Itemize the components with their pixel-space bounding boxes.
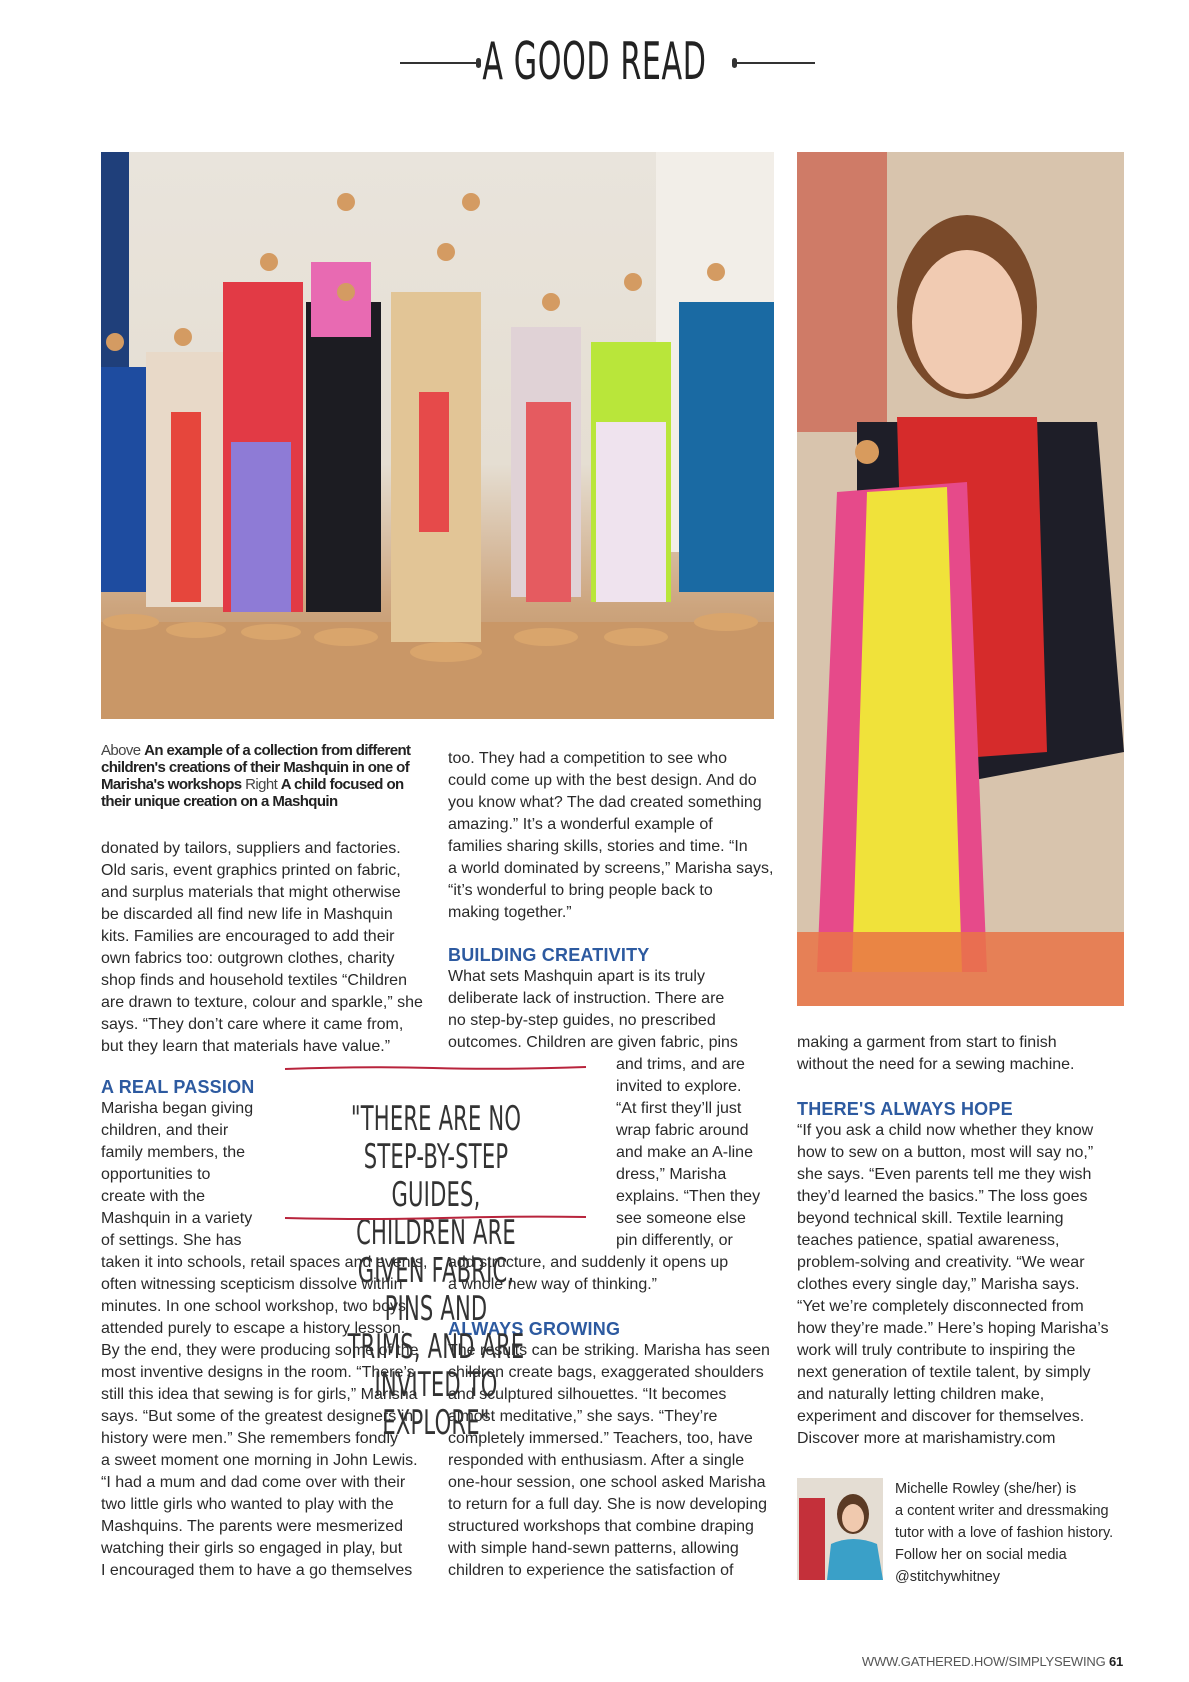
body-line: pin differently, or [616,1232,733,1249]
header-rule-right [735,62,815,64]
body-line: “I had a mum and dad come over with their [101,1474,406,1491]
body-line: almost meditative,” she says. “They’re [448,1408,718,1425]
caption-above-label: Above [101,742,141,759]
body-line: completely immersed.” Teachers, too, have [448,1430,753,1447]
heading-a-real-passion: A REAL PASSION [101,1077,255,1097]
body-line: Mashquin in a variety [101,1210,253,1227]
photo-caption [101,742,426,810]
heading-theres-always-hope: THERE'S ALWAYS HOPE [797,1099,1013,1119]
body-line: dress,” Marisha [616,1166,727,1183]
column-2-narrow [616,1054,786,1252]
column-1-intro [101,838,431,1058]
body-line: says. “They don’t care where it came from, [101,1016,404,1033]
body-line: to return for a full day. She is now developing [448,1496,767,1513]
body-line: Discover more at marishamistry.com [797,1430,1056,1447]
body-line: The results can be striking. Marisha has seen [448,1342,770,1359]
body-line: “it’s wonderful to bring people back to [448,882,713,899]
body-line: how to sew on a button, most will say no,” [797,1144,1094,1161]
body-line: create with the [101,1188,206,1205]
body-line: taken it into schools, retail spaces and events, [101,1254,428,1271]
body-line: and naturally letting children make, [797,1386,1045,1403]
caption-right-label: Right [245,776,278,793]
body-line: how they’re made.” Here’s hoping Marisha’s [797,1320,1109,1337]
body-line: deliberate lack of instruction. There are [448,990,725,1007]
body-line: wrap fabric around [616,1122,749,1139]
body-line: What sets Mashquin apart is its truly [448,968,705,985]
bio-line: Follow her on social media [895,1547,1067,1563]
body-line: “Yet we’re completely disconnected from [797,1298,1084,1315]
mashquin-collection-photo [101,152,774,719]
column-2-intro [448,748,783,924]
body-line: amazing.” It’s a wonderful example of [448,816,713,833]
body-line: shop finds and household textiles “Children [101,972,407,989]
child-with-mashquin-illustration [797,152,1124,1006]
body-line: clothes every single day,” Marisha says. [797,1276,1080,1293]
body-line: opportunities to [101,1166,211,1183]
column-1-narrow [101,1098,271,1252]
body-line: making a garment from start to finish [797,1034,1057,1051]
body-line: of settings. She has [101,1232,242,1249]
column-3-intro [797,1032,1132,1076]
body-line: you know what? The dad created something [448,794,762,811]
body-line: but they learn that materials have value.” [101,1038,391,1055]
bio-line: tutor with a love of fashion history. [895,1525,1114,1541]
body-line: often witnessing scepticism dissolve within [101,1276,403,1293]
pull-quote [343,1100,529,1442]
body-line: problem-solving and creativity. “We wear [797,1254,1085,1271]
mashquin-collection-illustration [101,152,774,719]
body-line: beyond technical skill. Textile learning [797,1210,1064,1227]
body-line: with simple hand-sewn patterns, allowing [448,1540,739,1557]
body-line: add structure, and suddenly it opens up [448,1254,729,1271]
body-line: Marisha began giving [101,1100,254,1117]
body-line: a sweet moment one morning in John Lewis. [101,1452,418,1469]
body-line: attended purely to escape a history lesson. [101,1320,406,1337]
bio-line: a content writer and dressmaking [895,1503,1109,1519]
column-3-body [797,1120,1137,1450]
author-bio [895,1478,1135,1588]
body-line: By the end, they were producing some of the [101,1342,419,1359]
body-line: Mashquins. The parents were mesmerized [101,1518,404,1535]
body-line: be discarded all find new life in Mashquin [101,906,393,923]
body-line: family members, the [101,1144,246,1161]
body-line: kits. Families are encouraged to add their [101,928,395,945]
body-line: “At first they’ll just [616,1100,742,1117]
body-line: work will truly contribute to inspiring the [797,1342,1076,1359]
caption-above-text: An example of a collection from different children's creations of their Mashquin in one of Marisha's workshops [101,742,411,793]
body-line: I encouraged them to have a go themselves [101,1562,413,1579]
pull-quote-line: TRIMS, AND ARE INVITED TO EXPLORE" [347,1327,525,1443]
pull-quote-rule-top [283,1064,588,1072]
section-header [0,26,1189,98]
body-line: they’d learned the basics.” The loss goes [797,1188,1088,1205]
heading-always-growing: ALWAYS GROWING [448,1319,621,1339]
page-number: 61 [1108,1654,1123,1669]
body-line: children create bags, exaggerated shoulders [448,1364,764,1381]
heading-building-creativity: BUILDING CREATIVITY [448,945,650,965]
body-line: two little girls who wanted to play with the [101,1496,394,1513]
pull-quote-line: CHILDREN ARE GIVEN FABRIC, PINS AND [356,1213,516,1329]
body-line: and surplus materials that might otherwise [101,884,401,901]
body-line: donated by tailors, suppliers and factories. [101,840,401,857]
body-line: says. “But some of the greatest designers in [101,1408,414,1425]
body-line: and make an A-line [616,1144,753,1161]
body-line: a whole new way of thinking.” [448,1276,657,1293]
body-line: responded with enthusiasm. After a single [448,1452,745,1469]
body-line: teaches patience, spatial awareness, [797,1232,1060,1249]
body-line: could come up with the best design. And do [448,772,757,789]
column-2-para1 [448,966,783,1054]
body-line: experiment and discover for themselves. [797,1408,1085,1425]
body-line: most inventive designs in the room. “There’s [101,1364,415,1381]
body-line: Old saris, event graphics printed on fabric, [101,862,401,879]
body-line: and trims, and are [616,1056,745,1073]
body-line: still this idea that sewing is for girls,” Marisha [101,1386,418,1403]
page-footer [862,1654,1123,1669]
body-line: one-hour session, one school asked Marisha [448,1474,766,1491]
body-line: children, and their [101,1122,229,1139]
body-line: structured workshops that combine draping [448,1518,754,1535]
caption-right-text: A child focused on their unique creation on a Mashquin [101,776,404,810]
body-line: own fabrics too: outgrown clothes, charity [101,950,395,967]
footer-url[interactable]: WWW.GATHERED.HOW/SIMPLYSEWING [861,1654,1106,1669]
body-line: making together.” [448,904,572,921]
body-line: without the need for a sewing machine. [797,1056,1075,1073]
bio-line: Michelle Rowley (she/her) is [895,1481,1077,1497]
body-line: next generation of textile talent, by simply [797,1364,1091,1381]
body-line: history were men.” She remembers fondly [101,1430,398,1447]
body-line: “If you ask a child now whether they know [797,1122,1094,1139]
body-line: explains. “Then they [616,1188,761,1205]
section-title: A GOOD READ [482,32,707,92]
author-avatar-illustration [797,1478,883,1580]
child-with-mashquin-photo [797,152,1124,1006]
body-line: and sculptured silhouettes. “It becomes [448,1386,727,1403]
body-line: too. They had a competition to see who [448,750,727,767]
body-line: a world dominated by screens,” Marisha says, [448,860,774,877]
body-line: no step-by-step guides, no prescribed [448,1012,716,1029]
author-avatar [797,1478,883,1580]
body-line: see someone else [616,1210,746,1227]
body-line: she says. “Even parents tell me they wish [797,1166,1092,1183]
body-line: invited to explore. [616,1078,742,1095]
body-line: outcomes. Children are given fabric, pins [448,1034,738,1051]
pull-quote-rule-bottom [283,1214,588,1222]
body-line: families sharing skills, stories and time. “In [448,838,748,855]
body-line: are drawn to texture, colour and sparkle,” she [101,994,423,1011]
body-line: minutes. In one school workshop, two boys [101,1298,407,1315]
body-line: watching their girls so engaged in play, but [101,1540,403,1557]
bio-line[interactable]: @stitchywhitney [895,1569,1000,1585]
body-line: children to experience the satisfaction of [448,1562,734,1579]
pull-quote-line: "THERE ARE NO STEP-BY-STEP GUIDES, [350,1099,522,1215]
